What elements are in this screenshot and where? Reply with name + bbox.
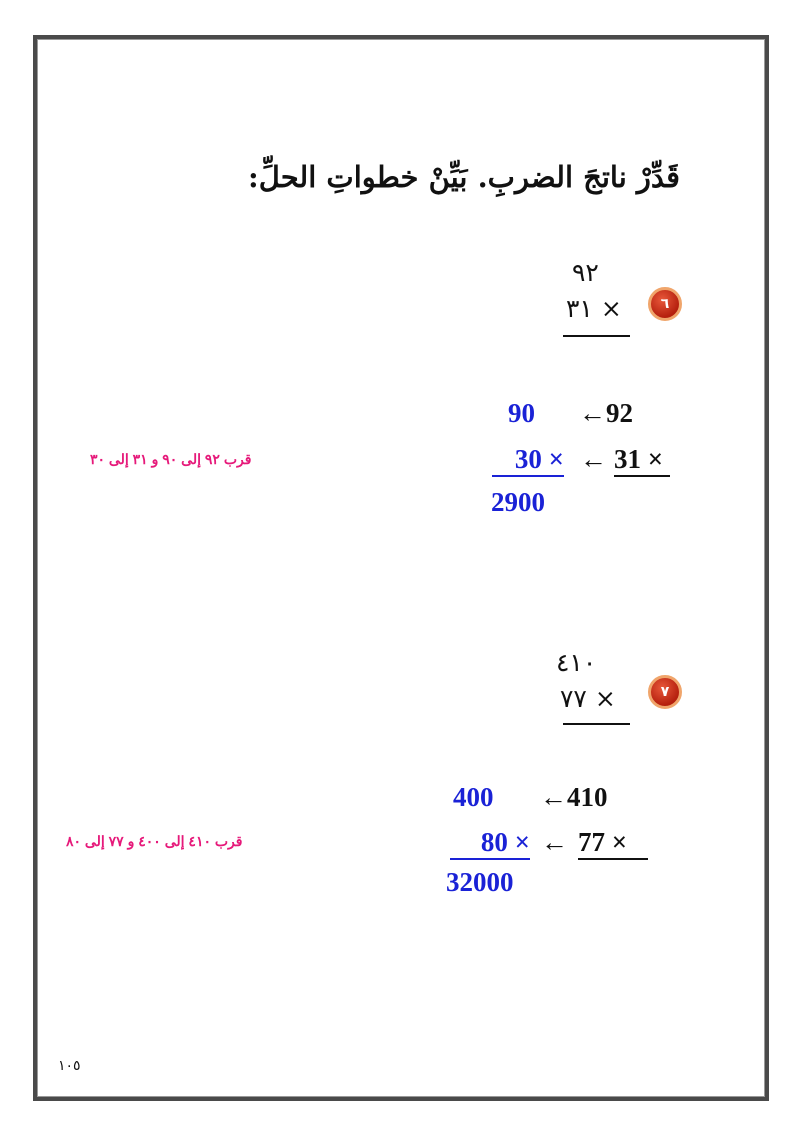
times-sign: × [514, 827, 530, 857]
problem-6-rounding-note: قرب ٩٢ إلى ٩٠ و ٣١ إلى ٣٠ [90, 451, 252, 467]
problem-6-arrow-2 [580, 444, 607, 475]
problem-7-answer-line [563, 723, 630, 725]
arrow-icon: ← [541, 827, 568, 857]
problem-6-original-bottom-row [614, 444, 670, 477]
problem-7-result: 32000 [446, 867, 514, 897]
problem-7-multiplier-row [560, 684, 616, 713]
problem-7-number-badge: ٧ [648, 675, 682, 709]
arrow-icon: ← [580, 444, 607, 474]
problem-6-original-top-row [579, 398, 633, 429]
problem-6-original-bottom: 31 [614, 444, 641, 474]
problem-7-arrow-2 [541, 827, 568, 858]
times-sign: × [647, 444, 664, 474]
arrow-icon: ← [540, 782, 567, 812]
problem-7-original-bottom: 77 [578, 827, 605, 857]
problem-6-answer-line [563, 335, 630, 337]
times-sign: × [611, 827, 628, 857]
problem-6-bottom-number: ٣١ [566, 294, 593, 323]
exercise-title: قَدِّرْ ناتجَ الضربِ. بَيِّنْ خطواتِ الحلِّ: [248, 160, 680, 194]
problem-7-rounding-note: قرب ٤١٠ إلى ٤٠٠ و ٧٧ إلى ٨٠ [66, 833, 243, 849]
problem-7-original-top-row [540, 782, 608, 813]
problem-7-original-top: 410 [567, 782, 608, 812]
problem-6-rounded-bottom-row [492, 444, 564, 477]
page-frame [33, 35, 769, 1101]
problem-6-rounded-bottom: 30 [514, 444, 542, 474]
problem-7-rounded-top: 400 [453, 782, 494, 812]
problem-6-top-number: ٩٢ [572, 258, 599, 287]
problem-7-rounded-bottom-row [450, 827, 530, 860]
problem-6-original-top: 92 [606, 398, 633, 428]
problem-6-rounded-top: 90 [508, 398, 535, 428]
page-number: ١٠٥ [58, 1058, 81, 1074]
times-sign: × [600, 294, 622, 323]
problem-6-multiplier-row [566, 294, 622, 323]
times-sign: × [548, 444, 564, 474]
problem-7-bottom-number: ٧٧ [560, 684, 587, 713]
problem-7-rounded-bottom: 80 [480, 827, 508, 857]
times-sign: × [594, 684, 616, 713]
problem-7-original-bottom-row [578, 827, 648, 860]
problem-6-result: 2900 [491, 487, 545, 517]
problem-6-number-badge: ٦ [648, 287, 682, 321]
problem-7-top-number: ٤١٠ [556, 648, 597, 677]
arrow-icon: ← [579, 398, 606, 428]
